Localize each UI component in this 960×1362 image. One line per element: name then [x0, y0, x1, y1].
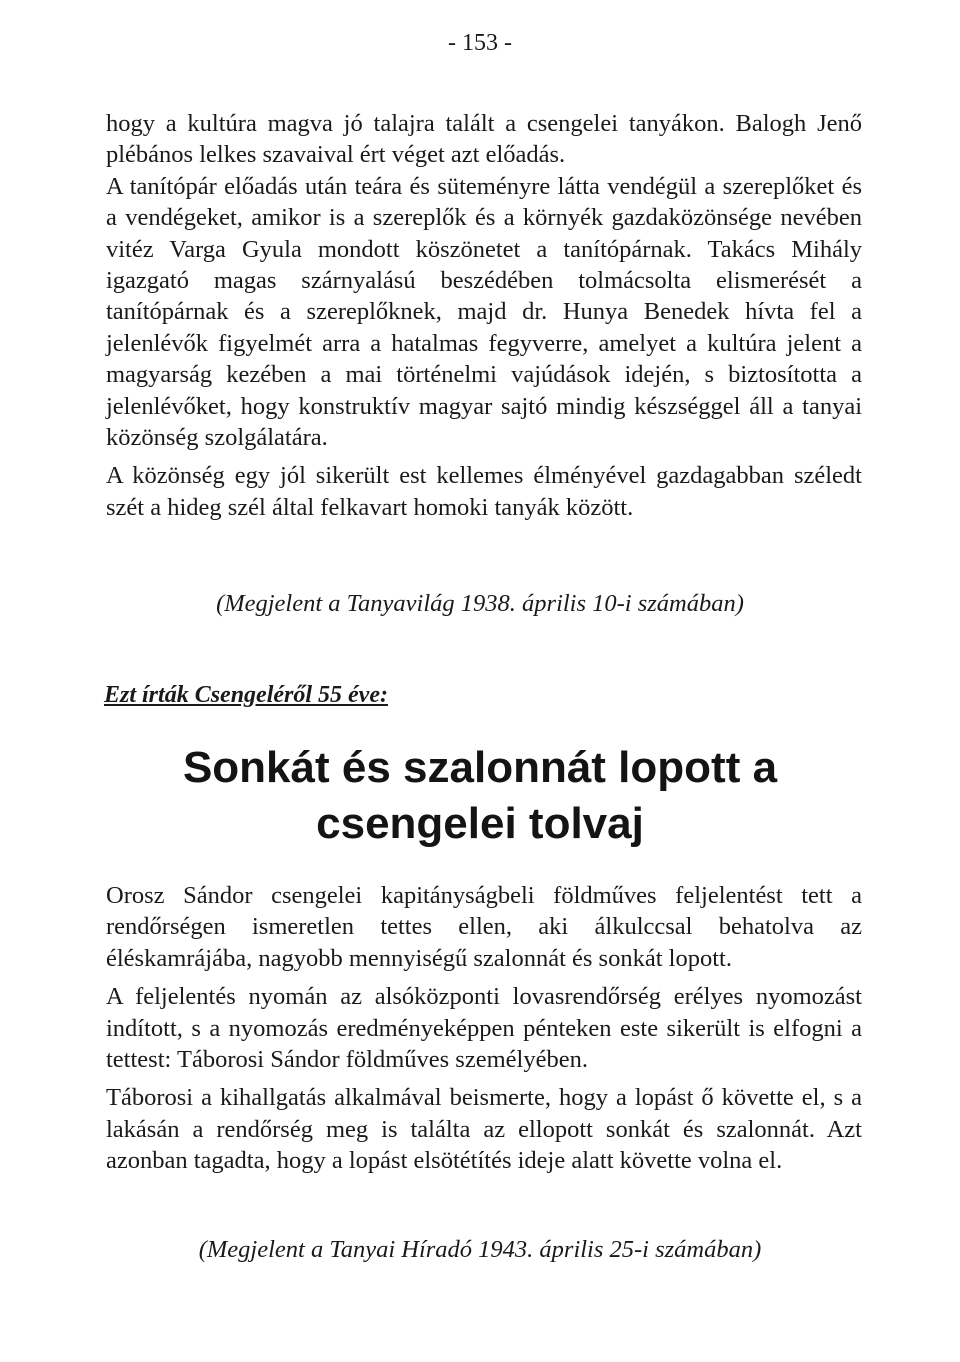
headline-line-1: Sonkát és szalonnát lopott a: [182, 743, 778, 792]
article-2-headline: [0, 740, 960, 852]
section-label: Ezt írták Csengeléről 55 éve:: [104, 682, 388, 708]
article-2-paragraph-1: Orosz Sándor csengelei kapitányságbeli földműves feljelentést tett a rendőrségen ismeretlen tettes ellen, aki álkulccsal behatolva az éléskamrájába, nagyobb mennyiségű szalonnát és sonkát lopott.: [106, 882, 862, 972]
article-2-source: (Megjelent a Tanyai Híradó 1943. április 25-i számában): [198, 1236, 762, 1263]
headline-line-2: csengelei tolvaj: [316, 799, 644, 848]
article-1-source: (Megjelent a Tanyavilág 1938. április 10-i számában): [216, 590, 744, 617]
article-1-paragraph-3: A közönség egy jól sikerült est kellemes élményével gazdagabban széledt szét a hideg szél által felkavart homoki tanyák között.: [106, 462, 862, 521]
article-2-paragraph-3: Táborosi a kihallgatás alkalmával beismerte, hogy a lopást ő követte el, s a lakásán a rendőrség meg is találta az ellopott sonkát és szalonnát. Azt azonban tagadta, hogy a lopást elsötétítés ideje alatt követte volna el.: [106, 1084, 862, 1175]
page-number: - 153 -: [448, 30, 512, 56]
article-2-paragraph-2: A feljelentés nyomán az alsóközponti lovasrendőrség erélyes nyomozást indított, s a nyomozás eredményeképpen pénteken este sikerült is elfogni a tettest: Táborosi Sándor földműves személyében.: [106, 983, 862, 1074]
article-1-paragraph-1: hogy a kultúra magva jó talajra talált a csengelei tanyákon. Balogh Jenő plébános lelkes szavaival ért véget azt előadás.: [106, 110, 862, 169]
article-1-body: [106, 108, 862, 523]
article-1-paragraph-2: A tanítópár előadás után teára és süteményre látta vendégül a szereplőket és a vendégeket, amikor is a szereplők és a környék gazdaközönsége nevében vitéz Varga Gyula mondott köszönetet a tanítópárnak. Takács Mihály igazgató magas szárnyalású beszédében tolmácsolta elismerését a tanítópárnak és a szereplőknek, majd dr. Hunya Benedek hívta fel a jelenlévők figyelmét arra a hatalmas fegyverre, amelyet a kultúra jelent a magyarság kezében a mai történelmi vajúdások idején, s biztosította a jelenlévőket, hogy konstruktív magyar sajtó mindig készséggel áll a tanyai közönség szolgálatára.: [106, 172, 862, 452]
article-2-body: [106, 880, 862, 1177]
